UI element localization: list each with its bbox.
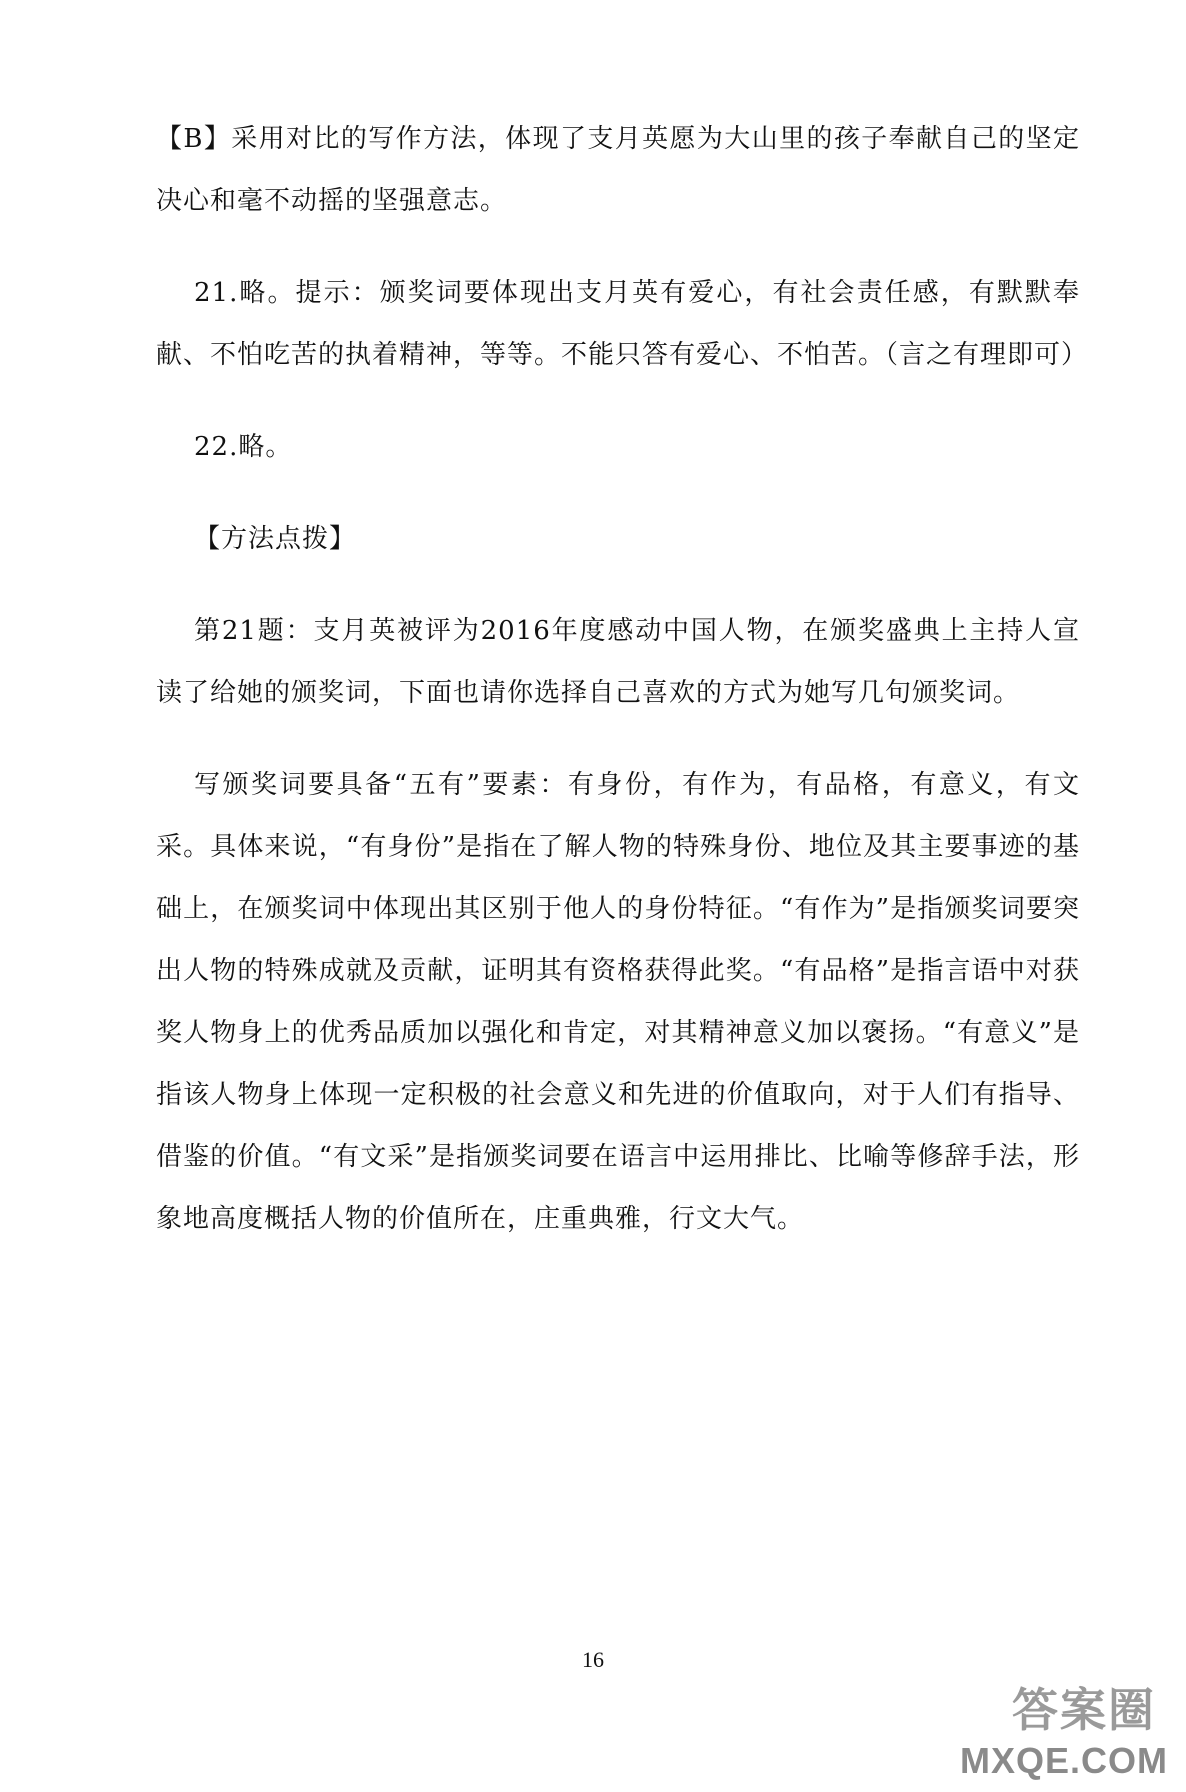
paragraph-gap (156, 386, 1080, 416)
answer-paragraph-21: 21.略。提示：颁奖词要体现出支月英有爱心，有社会责任感，有默默奉献、不怕吃苦的执着精神，等等。不能只答有爱心、不怕苦。（言之有理即可） (156, 278, 1089, 370)
answer-paragraph-22: 22.略。 (194, 432, 293, 462)
document-body (156, 108, 1089, 1250)
watermark-logo-en: MXQE.COM (959, 1740, 1168, 1781)
method-paragraph-explanation: 写颁奖词要具备“五有”要素：有身份，有作为，有品格，有意义，有文采。具体来说，“有身份”是指在了解人物的特殊身份、地位及其主要事迹的基础上，在颁奖词中体现出其区别于他人的身份特征。“有作为”是指颁奖词要突出人物的特殊成就及贡献，证明其有资格获得此奖。“有品格”是指言语中对获奖人物身上的优秀品质加以强化和肯定，对其精神意义加以褒扬。“有意义”是指该人物身上体现一定积极的社会意义和先进的价值取向，对于人们有指导、借鉴的价值。“有文采”是指颁奖词要在语言中运用排比、比喻等修辞手法，形象地高度概括人物的价值所在，庄重典雅，行文大气。 (156, 770, 1080, 1234)
paragraph-gap (156, 724, 1080, 754)
paragraph-gap (156, 570, 1080, 600)
paragraph-gap (156, 478, 1080, 508)
method-paragraph-question: 第21题：支月英被评为2016年度感动中国人物，在颁奖盛典上主持人宣读了给她的颁奖词，下面也请你选择自己喜欢的方式为她写几句颁奖词。 (156, 616, 1080, 708)
paragraph-gap (156, 232, 1080, 262)
watermark-logo-cn: 答案圈 (1012, 1683, 1156, 1737)
method-heading: 【方法点拨】 (194, 524, 357, 554)
answer-paragraph-b: 【B】采用对比的写作方法，体现了支月英愿为大山里的孩子奉献自己的坚定决心和毫不动摇的坚强意志。 (156, 124, 1080, 216)
page-number: 16 (582, 1647, 604, 1672)
